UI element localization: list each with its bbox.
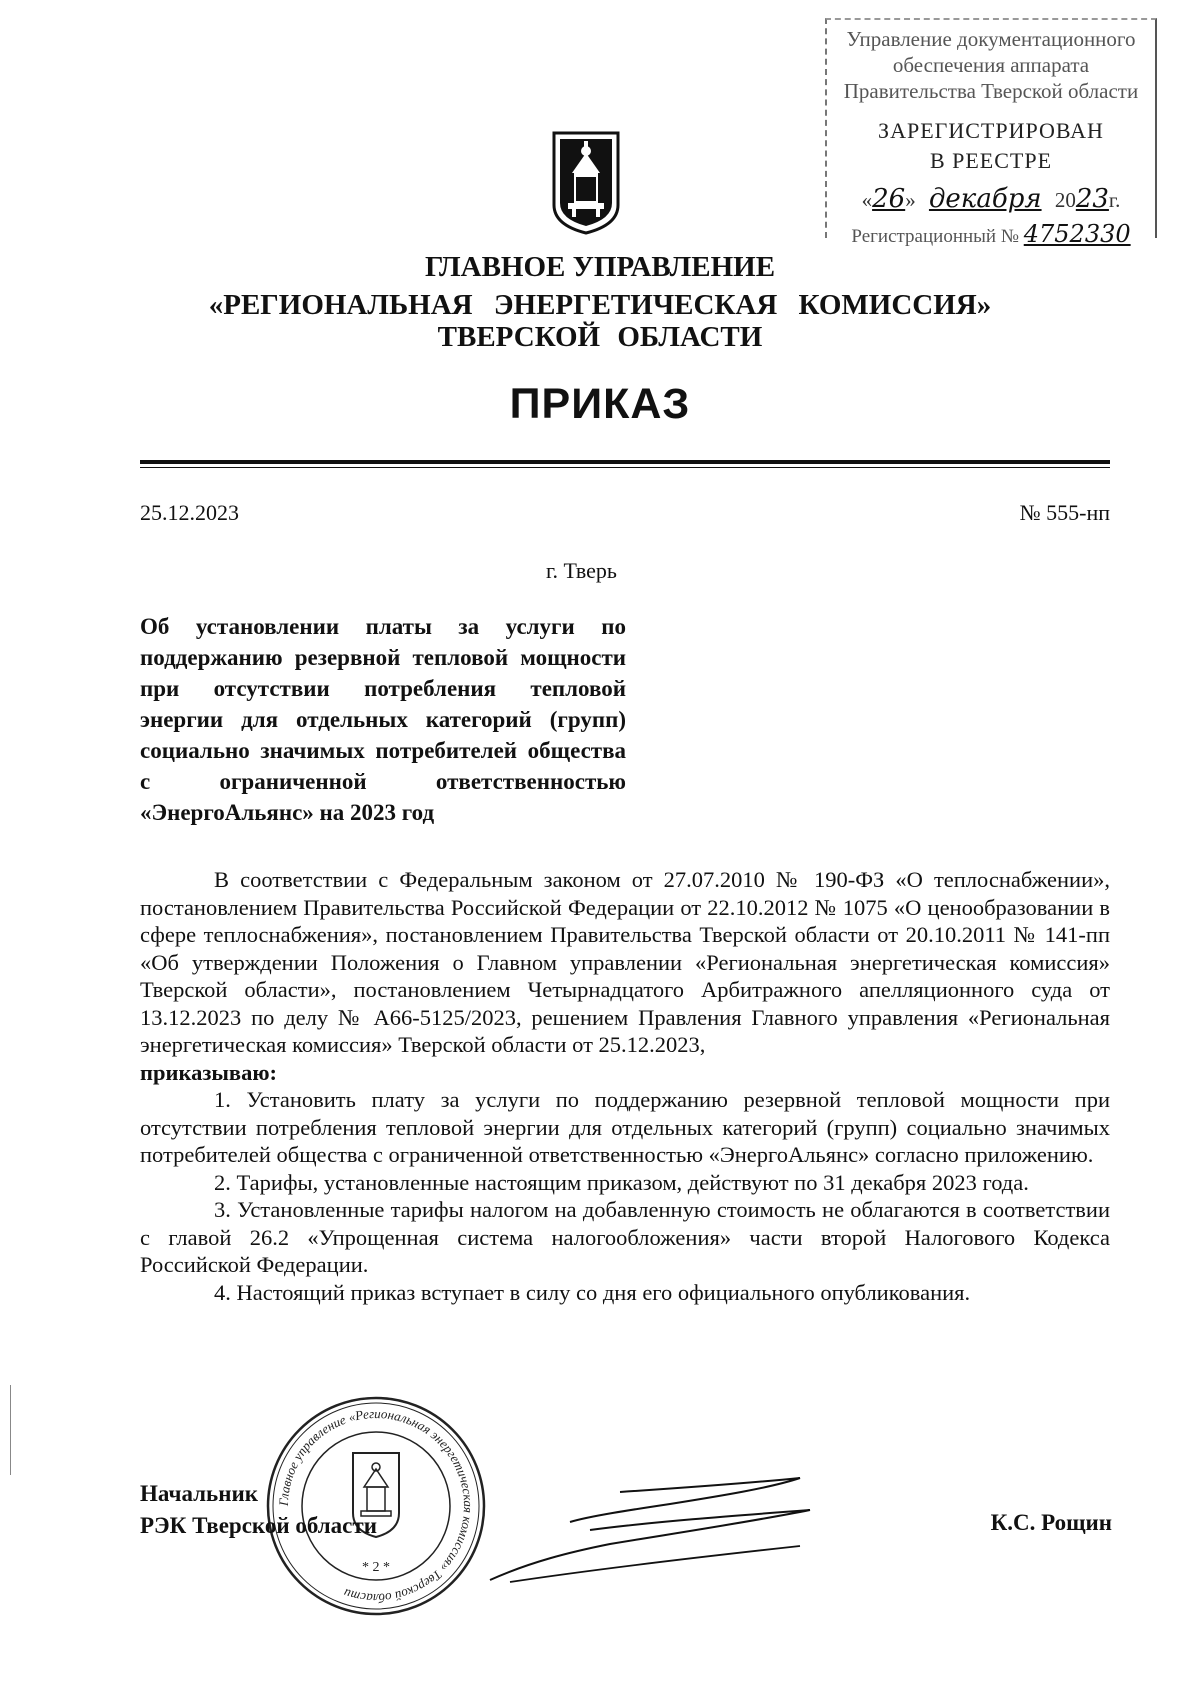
header-line-3: ТВЕРСКОЙ ОБЛАСТИ — [437, 321, 763, 353]
stamp-status-1: ЗАРЕГИСТРИРОВАН — [878, 118, 1104, 143]
header-rule-thick — [140, 460, 1110, 464]
body-item-4: 4. Настоящий приказ вступает в силу со дня его официального опубликования. — [214, 1279, 971, 1305]
margin-mark — [10, 1385, 11, 1475]
stamp-line-1: Управление документационного — [846, 27, 1136, 51]
stamp-year-prefix: 20 — [1054, 188, 1076, 212]
stamp-month: декабря — [928, 184, 1042, 214]
body-preamble: В соответствии с Федеральным законом от 27.07.2010 № 190-ФЗ «О теплоснабжении», постановлением Правительства Российской Федерации от 22.10.2012 № 1075 «О ценообразовании в сфере теплоснабжения», постановлением Правительства Тверской области от 20.10.2011 № 141-пп «Об утверждении Положения о Главном управлении «Региональная энергетическая комиссия» Тверской области», постановлением Четырнадцатого Арбитражного апелляционного суда от 13.12.2023 по делу № А66-5125/2023, решением Правления Главного управления «Региональная энергетическая комиссия» Тверской области от 25.12.2023, — [140, 867, 1110, 1057]
stamp-line-2: обеспечения аппарата — [892, 53, 1090, 77]
document-body — [140, 866, 1110, 1306]
stamp-day: 26 — [872, 184, 906, 214]
header-line-2: «РЕГИОНАЛЬНАЯ ЭНЕРГЕТИЧЕСКАЯ КОМИССИЯ» — [208, 289, 992, 321]
stamp-date: «26» декабря 2023г. — [861, 184, 1121, 214]
stamp-status-2: В РЕЕСТРЕ — [929, 148, 1053, 173]
stamp-year-suffix: 23 — [1075, 184, 1109, 214]
document-subject: Об установлении платы за услуги по поддержанию резервной тепловой мощности при отсутствии потребления тепловой энергии для отдельных категорий (групп) социально значимых потребителей общества с ограниченной ответственностью «ЭнергоАльянс» на 2023 год — [140, 614, 626, 825]
signatory-name: К.С. Рощин — [990, 1510, 1112, 1535]
body-order-word: приказываю: — [140, 1059, 278, 1085]
stamp-reg-label: Регистрационный № — [851, 226, 1019, 247]
signatory-position — [140, 1478, 377, 1542]
document-number: № 555-нп — [1019, 500, 1110, 525]
document-date: 25.12.2023 — [140, 500, 239, 525]
coat-of-arms-icon — [552, 131, 620, 235]
document-city: г. Тверь — [546, 558, 617, 583]
seal-number: * 2 * — [362, 1560, 390, 1575]
body-item-1: 1. Установить плату за услуги по поддержанию резервной тепловой мощности при отсутствии потребления тепловой энергии для отдельных категорий (групп) социально значимых потребителей общества с ограниченной ответственностью «ЭнергоАльянс» согласно приложению. — [140, 1087, 1110, 1167]
body-item-3: 3. Установленные тарифы налогом на добавленную стоимость не облагаются в соответствии с главой 26.2 «Упрощенная система налогообложения» части второй Налогового Кодекса Российской Федерации. — [140, 1197, 1110, 1277]
body-item-2: 2. Тарифы, установленные настоящим приказом, действуют по 31 декабря 2023 года. — [214, 1169, 1029, 1195]
registration-stamp — [825, 18, 1157, 248]
seal-text: Главное управление «Региональная энергетическая комиссия» Тверской области — [275, 1405, 477, 1607]
stamp-reg-value: 4752330 — [1023, 220, 1131, 248]
signatory-position-line-2: РЭК Тверской области — [140, 1513, 377, 1538]
stamp-reg-number — [827, 220, 1155, 248]
document-type-title: ПРИКАЗ — [509, 380, 691, 428]
header-line-1: ГЛАВНОЕ УПРАВЛЕНИЕ — [424, 251, 776, 283]
stamp-year-end: г. — [1108, 188, 1121, 212]
signatory-position-line-1: Начальник — [140, 1481, 258, 1506]
header-rule-thin — [140, 467, 1110, 468]
handwritten-signature — [470, 1470, 870, 1630]
stamp-line-3: Правительства Тверской области — [843, 79, 1139, 103]
